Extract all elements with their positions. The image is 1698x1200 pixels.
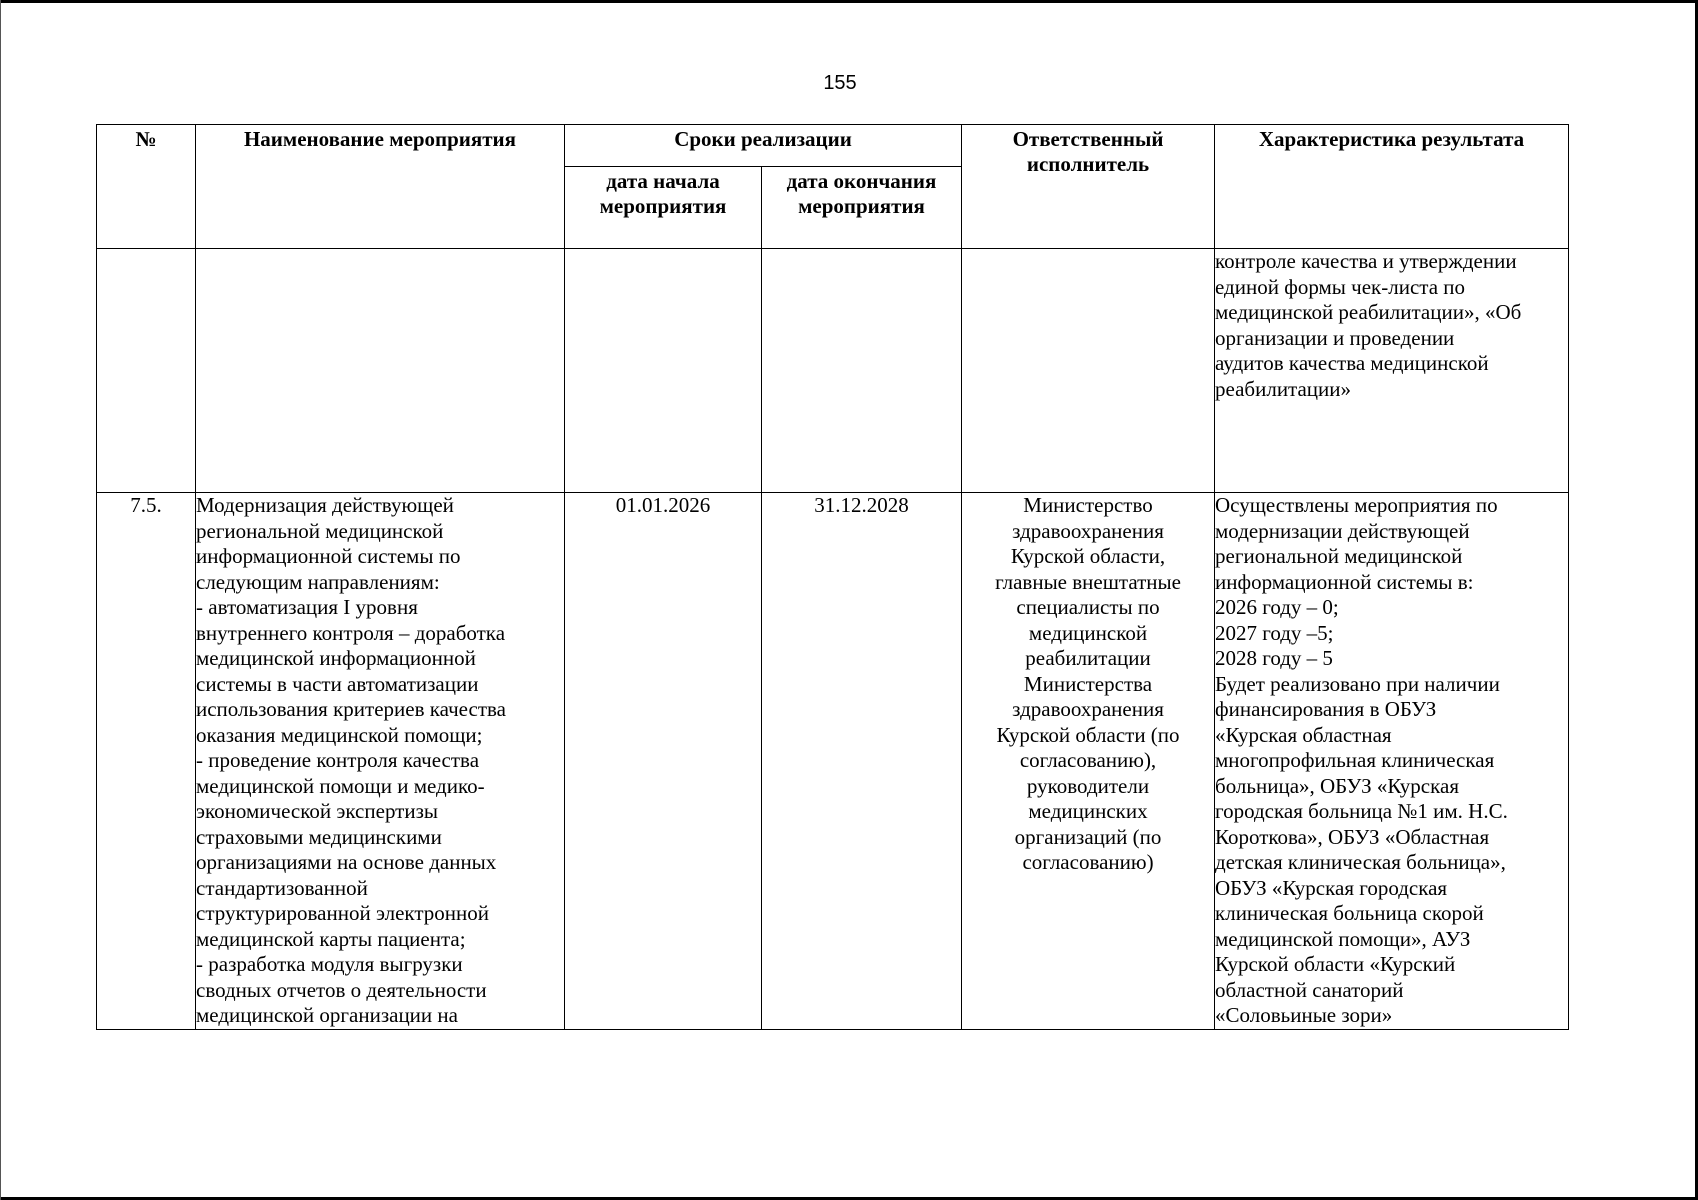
text-line: главные внештатные (995, 569, 1181, 594)
text-line: информационной системы в: (1215, 569, 1474, 594)
text-line: системы в части автоматизации (196, 671, 479, 696)
text-line: Министерство (1023, 493, 1153, 517)
text-line: медицинской реабилитации», «Об (1215, 300, 1522, 324)
header-result: Характеристика результата (1215, 125, 1569, 249)
text-line: информационной системы по (196, 544, 461, 568)
text-line: специалисты по (1016, 595, 1160, 619)
cell-name-empty (196, 249, 565, 493)
text-line: страховыми медицинскими (196, 824, 442, 849)
text-line: реабилитации» (1215, 376, 1352, 401)
page-number: 155 (823, 72, 857, 94)
text-line: аудитов качества медицинской (1215, 351, 1489, 375)
cell-activity-name (196, 493, 565, 1030)
text-line: - автоматизация I уровня (196, 595, 418, 619)
cell-end-date: 31.12.2028 (762, 493, 962, 1030)
header-responsible (962, 125, 1215, 249)
text-line: использования критериев качества (196, 697, 506, 721)
text-line: экономической экспертизы (196, 799, 438, 823)
text-line: финансирования в ОБУЗ (1215, 697, 1437, 721)
text-line: Министерства (1023, 671, 1153, 696)
text-line: организаций (по (1014, 824, 1162, 849)
text-line: Короткова», ОБУЗ «Областная (1215, 824, 1490, 849)
header-end-line: мероприятия (798, 194, 925, 218)
text-line: ОБУЗ «Курская городская (1215, 875, 1448, 900)
cell-result (1215, 493, 1569, 1030)
header-end-date (762, 167, 962, 249)
text-line: медицинской карты пациента; (196, 926, 466, 951)
text-line: медицинской (1028, 620, 1148, 645)
table-row-7-5 (97, 493, 1569, 1030)
header-start-date (565, 167, 762, 249)
text-line: структурированной электронной (196, 901, 489, 925)
text-line: региональной медицинской (196, 518, 444, 543)
text-line: медицинской помощи», АУЗ (1215, 926, 1471, 951)
text-line: 2028 году – 5 (1215, 646, 1333, 670)
table-row-continuation (97, 249, 1569, 493)
text-line: здравоохранения (1012, 697, 1164, 721)
text-line: модернизации действующей (1215, 518, 1470, 543)
text-line: стандартизованной (196, 875, 368, 900)
text-line: медицинских (1028, 799, 1148, 823)
text-line: «Соловьиные зори» (1215, 1003, 1393, 1027)
text-line: детская клиническая больница», (1215, 850, 1506, 874)
text-line: 2027 году –5; (1215, 620, 1334, 645)
header-activity-name: Наименование мероприятия (196, 125, 565, 249)
cell-responsible (962, 493, 1215, 1030)
text-line: медицинской информационной (196, 646, 476, 670)
text-line: Модернизация действующей (196, 493, 454, 517)
cell-start-empty (565, 249, 762, 493)
scan-border-top (0, 0, 1698, 3)
text-line: - разработка модуля выгрузки (196, 952, 463, 976)
scan-border-left (0, 0, 1, 1200)
text-line: Осуществлены мероприятия по (1215, 493, 1498, 517)
text-line: больница», ОБУЗ «Курская (1215, 773, 1459, 798)
text-line: внутреннего контроля – доработка (196, 620, 506, 645)
table-header-row (97, 125, 1569, 167)
text-line: медицинской помощи и медико- (196, 773, 485, 798)
header-responsible-line: Ответственный (1012, 127, 1164, 151)
text-line: региональной медицинской (1215, 544, 1463, 568)
cell-responsible-empty (962, 249, 1215, 493)
text-line: - проведение контроля качества (196, 748, 480, 772)
header-start-line: мероприятия (599, 194, 727, 218)
text-line: 2026 году – 0; (1215, 595, 1339, 619)
cell-result-continuation (1215, 249, 1569, 493)
text-line: Курской области (по (996, 722, 1180, 747)
cell-start-date: 01.01.2026 (565, 493, 762, 1030)
cell-number-empty (97, 249, 196, 493)
header-implementation-terms: Сроки реализации (565, 125, 962, 167)
text-line: медицинской организации на (196, 1003, 458, 1027)
text-line: здравоохранения (1012, 518, 1164, 543)
activities-table (96, 124, 1569, 1030)
text-line: областной санаторий (1215, 977, 1404, 1002)
text-line: сводных отчетов о деятельности (196, 977, 487, 1002)
header-start-line: дата начала (606, 169, 720, 193)
text-line: реабилитации (1025, 646, 1151, 670)
text-line: согласованию), (1019, 748, 1157, 772)
text-line: единой формы чек-листа по (1215, 274, 1466, 299)
text-line: оказания медицинской помощи; (196, 722, 483, 747)
text-line: контроле качества и утверждении (1215, 249, 1517, 273)
text-line: Курской области «Курский (1215, 952, 1456, 976)
text-line: Будет реализовано при наличии (1215, 671, 1500, 696)
header-number: № (97, 125, 196, 249)
cell-end-empty (762, 249, 962, 493)
text-line: руководители (1026, 773, 1150, 798)
text-line: организациями на основе данных (196, 850, 497, 874)
text-line: клиническая больница скорой (1215, 901, 1484, 925)
header-end-line: дата окончания (786, 169, 937, 193)
text-line: следующим направлениям: (196, 569, 440, 594)
text-line: многопрофильная клиническая (1215, 748, 1495, 772)
cell-number: 7.5. (97, 493, 196, 1030)
text-line: «Курская областная (1215, 722, 1392, 747)
header-responsible-line: исполнитель (1026, 152, 1150, 176)
text-line: Курской области, (1010, 544, 1166, 568)
text-line: согласованию) (1022, 850, 1154, 874)
text-line: организации и проведении (1215, 325, 1455, 350)
text-line: городская больница №1 им. Н.С. (1215, 799, 1508, 823)
